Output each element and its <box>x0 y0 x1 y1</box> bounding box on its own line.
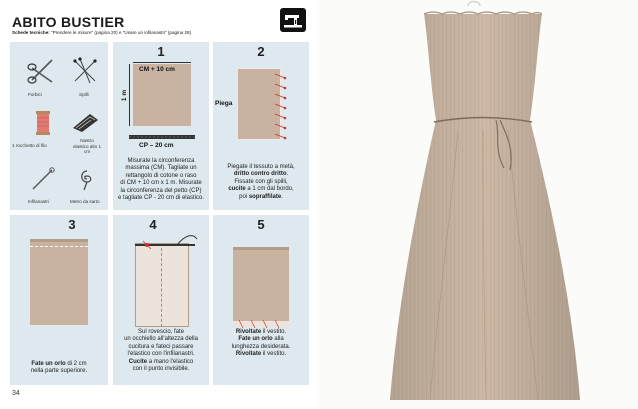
step-1-line-1: Misurate la circonferenza <box>127 158 195 164</box>
step-3-panel <box>10 215 108 385</box>
tube-fabric <box>30 239 88 325</box>
inside-out-fabric <box>135 243 189 327</box>
right-page <box>318 0 638 409</box>
hem-pins <box>233 319 289 329</box>
tool-label-pins: Spilli <box>79 92 89 97</box>
step-1-line-4: di CM + 10 cm x 1 m. Misurate <box>120 180 202 187</box>
step-2-line-2 <box>215 171 307 178</box>
seam-line <box>161 243 162 327</box>
step-5-panel <box>213 215 309 385</box>
bodkin-icon <box>30 166 56 192</box>
step-2-line-4 <box>215 186 307 193</box>
step-4-line-1: Sul rovescio, fate <box>137 329 185 335</box>
elastic-strip <box>129 134 195 140</box>
step-5-bold-3: Rivoltate <box>235 351 262 358</box>
step-5-line-4 <box>215 351 307 358</box>
step-5-line-1 <box>215 329 307 336</box>
step-3-line-1 <box>22 361 96 368</box>
step-5-line-3: lunghezza desiderata. <box>231 343 291 350</box>
step-2-line-3-text: Fissate con gli spilli, <box>234 178 288 185</box>
dress-photo <box>318 0 638 409</box>
step-5-bold-2: Fate un orlo <box>238 336 273 343</box>
step-2-bold-3: sopraffilate <box>248 193 282 200</box>
label-cm-plus: CM + 10 cm <box>139 66 175 73</box>
step-4-line-2: un occhiello all'altezza della <box>124 336 198 343</box>
step-3-line-2: nella parte superiore. <box>30 368 88 375</box>
step-2-panel <box>213 42 309 210</box>
step-3-line-1-rest: di 2 cm <box>65 361 87 367</box>
step-5-line-4-rest: il vestito. <box>261 351 287 358</box>
step-2-line-1-text: Piegate il tessuto a metà, <box>227 164 295 170</box>
pins-icon <box>70 56 100 86</box>
step-5-line-2-rest: alla <box>272 336 284 343</box>
step-4-line-5-rest: a mano l'elastico <box>147 358 194 365</box>
label-cp-minus: CP – 20 cm <box>139 142 174 149</box>
step-5-number: 5 <box>257 217 265 232</box>
step-4-bold: Cucite <box>128 358 148 365</box>
step-5-text <box>215 329 307 359</box>
elastic-bodkin-drawing <box>133 229 199 251</box>
step-4-line-5 <box>115 359 207 366</box>
subtitle-label: Schede tecniche: <box>12 30 50 35</box>
elastic-tape-icon <box>70 110 102 134</box>
tape-measure-icon <box>76 168 98 192</box>
step-4-panel <box>113 215 209 385</box>
step-2-bold-2: cucite <box>228 186 246 193</box>
step-2-line-3 <box>215 179 307 186</box>
step-2-number: 2 <box>257 44 265 59</box>
step-2-bold-1: dritto contro dritto <box>233 171 287 178</box>
label-1m: 1 m <box>121 89 129 102</box>
height-arrow-left <box>129 64 130 126</box>
step-2-text <box>215 164 307 201</box>
sewing-machine-icon <box>280 8 306 32</box>
tool-label-elastic <box>72 138 102 155</box>
step-1-line-3: rettangolo di cotone o raso <box>125 172 197 179</box>
step-4-line-3: cucitura e fateci passare <box>128 343 194 350</box>
step-2-line-2-rest: . <box>286 171 289 178</box>
tool-label-tape-measure: Metro da sarto <box>70 199 100 204</box>
step-3-bold: Fate un orlo <box>31 361 66 367</box>
label-piega: Piega <box>215 100 233 107</box>
step-4-text <box>115 329 207 373</box>
tool-label-bodkin: Infilanastri <box>28 199 49 204</box>
tool-label-elastic-text: Nastro elastico alto 1 cm <box>72 138 102 155</box>
step-3-text <box>22 361 96 376</box>
hem-line <box>30 246 88 247</box>
step-1-number: 1 <box>157 44 165 59</box>
tool-label-scissors: Forbici <box>28 92 42 97</box>
subtitle-text: "Prendere le misure" (pagina 20) e "Usare un infilanastri" (pagina 28) <box>49 30 192 35</box>
step-5-line-1-rest: il vestito. <box>261 329 287 335</box>
pins-row <box>273 70 287 140</box>
page-subtitle <box>12 30 191 35</box>
step-1-line-2: massima (CM). Tagliate un <box>125 165 197 172</box>
step-2-line-5-pre: poi <box>239 193 249 200</box>
thread-spool-icon <box>32 110 54 136</box>
step-1-line-6: e tagliate CP - 20 cm di elastico. <box>118 195 204 202</box>
page-title: ABITO BUSTIER <box>12 14 125 30</box>
step-1-panel <box>113 42 209 210</box>
step-3-number: 3 <box>68 217 76 232</box>
step-4-number: 4 <box>149 217 157 232</box>
tools-panel <box>10 42 108 210</box>
width-arrow-top <box>133 62 191 63</box>
step-1-text <box>115 158 207 202</box>
turned-fabric <box>233 247 289 321</box>
step-2-line-1 <box>215 164 307 171</box>
page-number: 34 <box>12 390 20 397</box>
step-4-line-4: l'elastico con l'infilanastri. <box>127 351 195 358</box>
step-2-line-4-rest: a 1 cm dal bordo, <box>245 186 294 193</box>
step-4-line-6: con il punto invisibile. <box>132 366 190 373</box>
step-1-line-5: la circonferenza del petto (CP) <box>120 187 202 194</box>
step-2-line-5 <box>215 194 307 201</box>
fabric-rectangle <box>133 64 191 126</box>
tool-label-thread: 1 rocchetto di filo <box>12 143 47 148</box>
step-5-line-2 <box>215 336 307 343</box>
step-2-line-5-post: . <box>281 193 283 200</box>
scissors-icon <box>26 56 56 86</box>
step-5-bold-1: Rivoltate <box>235 329 262 335</box>
left-page <box>0 0 310 409</box>
